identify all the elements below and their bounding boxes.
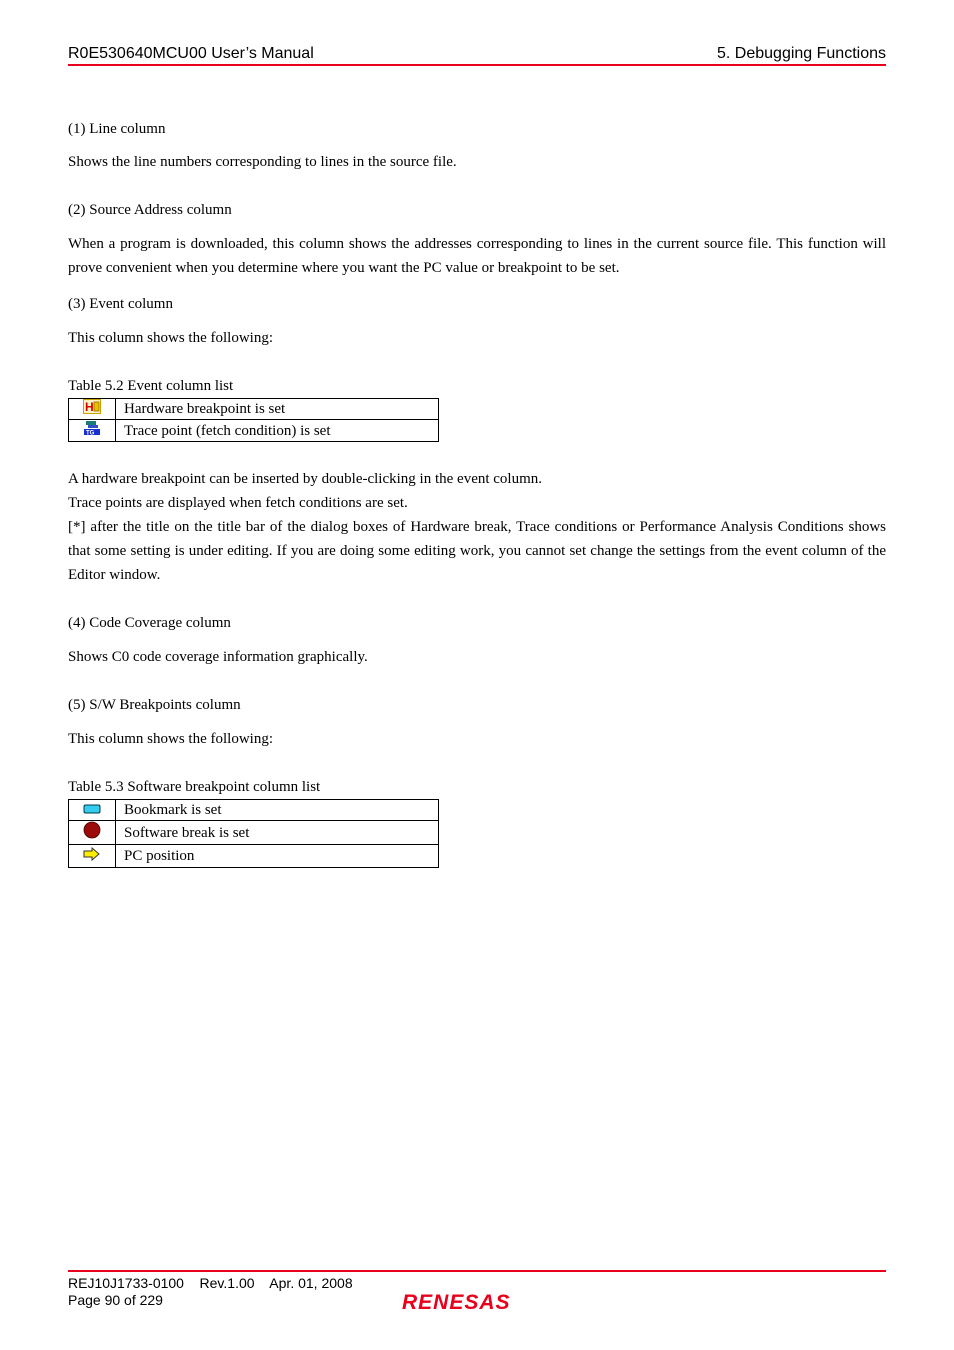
event-note-trace-points: Trace points are displayed when fetch conditions are set.: [68, 495, 408, 511]
event-row-label: Hardware breakpoint is set: [116, 399, 439, 420]
software-breakpoint-table: [68, 799, 439, 868]
table-row: [69, 845, 439, 868]
sw-row-label: Bookmark is set: [116, 800, 439, 821]
table-row: [69, 399, 439, 420]
event-row-label: Trace point (fetch condition) is set: [116, 420, 439, 442]
source-address-description: When a program is downloaded, this column shows the addresses corresponding to lines in the current source file. This function will prove convenient when you determine where you want the PC value or breakpoint to be set.: [68, 236, 886, 276]
event-column-table: [68, 398, 439, 442]
source-address-heading: (2) Source Address column: [68, 202, 232, 218]
bookmark-icon: [83, 802, 101, 814]
sw-row-label: Software break is set: [116, 821, 439, 845]
header-chapter-title: 5. Debugging Functions: [717, 45, 886, 62]
line-column-heading: (1) Line column: [68, 121, 166, 137]
sw-row-label: PC position: [116, 845, 439, 868]
footer-rule: [68, 1270, 886, 1272]
event-note-editing: [*] after the title on the title bar of the dialog boxes of Hardware break, Trace conditions or Performance Analysis Conditions shows that some setting is under editing. If you are doing some editing work, you cannot set change the settings from the event column of the Editor window.: [68, 519, 886, 583]
sw-breakpoints-intro: This column shows the following:: [68, 731, 273, 747]
event-column-heading: (3) Event column: [68, 296, 173, 312]
event-column-intro: This column shows the following:: [68, 330, 273, 346]
hardware-breakpoint-icon: [83, 399, 101, 414]
footer-document-info: REJ10J1733-0100 Rev.1.00 Apr. 01, 2008: [68, 1275, 353, 1291]
header-manual-title: R0E530640MCU00 User’s Manual: [68, 45, 314, 62]
footer-page-number: Page 90 of 229: [68, 1292, 163, 1308]
sw-table-caption: Table 5.3 Software breakpoint column list: [68, 779, 321, 795]
table-row: [69, 800, 439, 821]
event-note-double-click: A hardware breakpoint can be inserted by double-clicking in the event column.: [68, 471, 543, 487]
sw-breakpoints-heading: (5) S/W Breakpoints column: [68, 697, 241, 713]
table-row: [69, 821, 439, 845]
line-column-description: Shows the line numbers corresponding to lines in the source file.: [68, 154, 457, 170]
header-rule: [68, 64, 886, 66]
svg-text:TG: TG: [86, 430, 95, 436]
code-coverage-description: Shows C0 code coverage information graphically.: [68, 649, 368, 665]
code-coverage-heading: (4) Code Coverage column: [68, 615, 231, 631]
trace-point-icon: [83, 420, 101, 436]
pc-position-arrow-icon: [83, 847, 101, 861]
renesas-logo: RENESAS: [402, 1291, 511, 1314]
svg-text:H: H: [85, 400, 94, 414]
event-table-caption: Table 5.2 Event column list: [68, 378, 234, 394]
software-break-icon: [83, 821, 101, 839]
table-row: [69, 420, 439, 442]
